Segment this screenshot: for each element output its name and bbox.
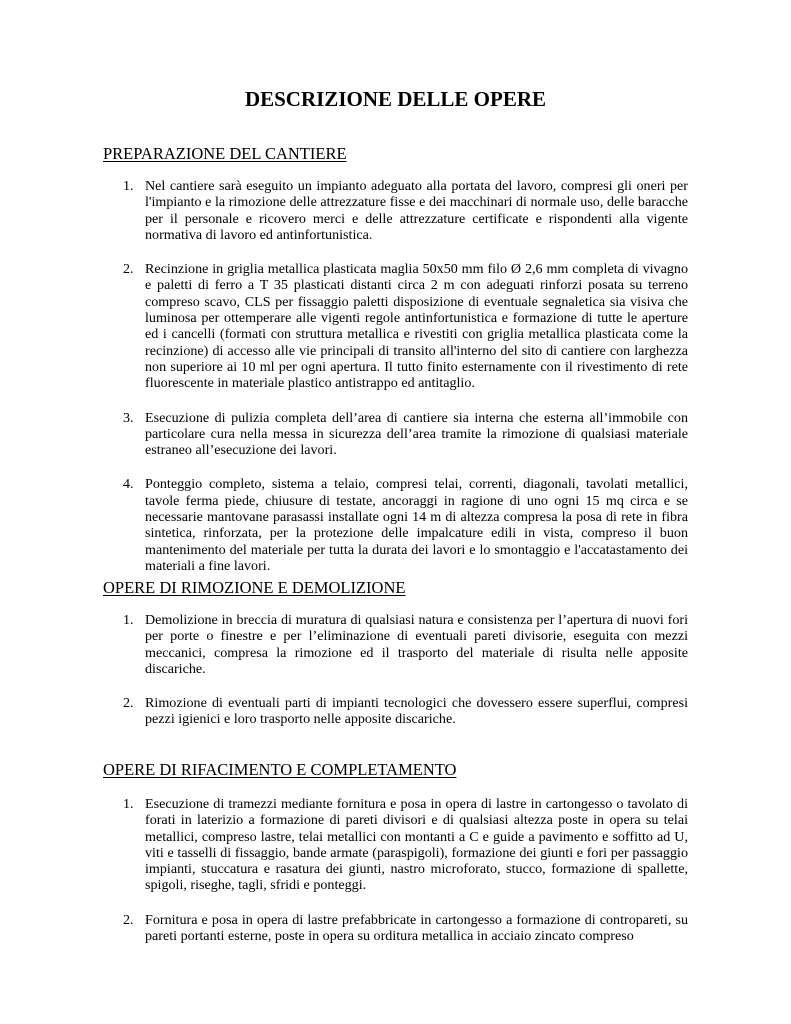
item-number: 2. xyxy=(123,695,134,712)
item-number: 3. xyxy=(123,409,134,426)
list-item xyxy=(103,410,688,459)
list-item xyxy=(103,796,688,894)
list-item xyxy=(103,476,688,574)
section-list-preparazione xyxy=(103,178,688,574)
item-number: 4. xyxy=(123,476,134,493)
item-text: Fornitura e posa in opera di lastre prefabbricate in cartongesso a formazione di contropareti, su pareti portanti esterne, poste in opera su orditura metallica in acciaio zincato compreso xyxy=(145,911,688,945)
list-item xyxy=(103,912,688,945)
item-text: Esecuzione di tramezzi mediante fornitura e posa in opera di lastre in cartongesso o tavolato di forati in laterizio a formazione di pareti divisori e di qualsiasi altezza poste in opera su telai metallici, compreso lastre, telai metallici con montanti a C e guide a pavimento e soffitto ad U, viti e tasselli di fissaggio, bande armate (paraspigoli), formazione dei giunti e fori per passaggio impianti, stuccatura e rasatura dei giunti, nastro microforato, stucco, formazione di spallette, spigoli, riseghe, tagli, sfridi e ponteggi. xyxy=(145,796,688,894)
section-heading-rifacimento: OPERE DI RIFACIMENTO E COMPLETAMENTO xyxy=(103,760,457,779)
item-number: 2. xyxy=(123,261,134,278)
list-item xyxy=(103,612,688,677)
section-list-rimozione xyxy=(103,612,688,728)
item-text: Nel cantiere sarà eseguito un impianto adeguato alla portata del lavoro, compresi gli oneri per l'impianto e la rimozione delle attrezzature fisse e dei macchinari di normale uso, delle baracche per il personale e ricovero merci e delle attrezzature certificate e rispondenti alla vigente normativa di lavoro ed antinfortunistica. xyxy=(145,178,688,243)
document-title: DESCRIZIONE DELLE OPERE xyxy=(244,87,547,111)
item-text: Demolizione in breccia di muratura di qualsiasi natura e consistenza per l’apertura di nuovi fori per porte o finestre e per l’eliminazione di eventuali pareti divisorie, eseguita con mezzi meccanici, compresa la rimozione ed il trasporto del materiale di risulta nelle apposite discariche. xyxy=(145,612,688,677)
list-item xyxy=(103,695,688,728)
item-text: Esecuzione di pulizia completa dell’area di cantiere sia interna che esterna all’immobile con particolare cura nella messa in sicurezza dell’area tramite la rimozione di qualsiasi materiale estraneo all’esecuzione dei lavori. xyxy=(145,409,688,459)
section-heading-rimozione: OPERE DI RIMOZIONE E DEMOLIZIONE xyxy=(103,578,406,597)
item-number: 2. xyxy=(123,911,134,928)
item-text: Ponteggio completo, sistema a telaio, compresi telai, correnti, diagonali, tavolati metallici, tavole ferma piede, chiusure di testate, ancoraggi in ragione di uno ogni 15 mq circa e se necessarie mantovane parasassi installate ogni 14 m di altezza compresa la posa di rete in fibra sintetica, rinforzata, per la protezione delle impalcature edili in vista, compreso il buon mantenimento del materiale per tutta la durata dei lavori e lo smontaggio e l'accatastamento dei materiali a fine lavori. xyxy=(145,476,688,574)
item-number: 1. xyxy=(123,178,134,194)
section-list-rifacimento xyxy=(103,796,688,944)
item-number: 1. xyxy=(123,612,134,628)
item-text: Recinzione in griglia metallica plasticata maglia 50x50 mm filo Ø 2,6 mm completa di vivagno e paletti di ferro a T 35 plasticati distanti circa 2 m con adeguati rinforzi posata su terreno compreso scavo, CLS per fissaggio paletti disposizione di eventuale segnaletica sia visiva che luminosa per ottemperare alle vigenti regole antinfortunistica e formazione di tutte le aperture ed i cancelli (formati con struttura metallica e rivestiti con griglia metallica plasticata come la recinzione) di accesso alle vie principali di transito all'interno del sito di cantiere con larghezza non superiore ai 10 ml per ogni apertura. Il tutto finito esternamente con il rivestimento di rete fluorescente in materiale plastico antistrappo ed antitaglio. xyxy=(145,261,688,392)
list-item xyxy=(103,261,688,391)
item-text: Rimozione di eventuali parti di impianti tecnologici che dovessero essere superflui, compresi pezzi igienici e loro trasporto nelle apposite discariche. xyxy=(145,695,688,728)
list-item xyxy=(103,178,688,243)
item-number: 1. xyxy=(123,796,134,812)
section-heading-preparazione: PREPARAZIONE DEL CANTIERE xyxy=(103,144,347,163)
